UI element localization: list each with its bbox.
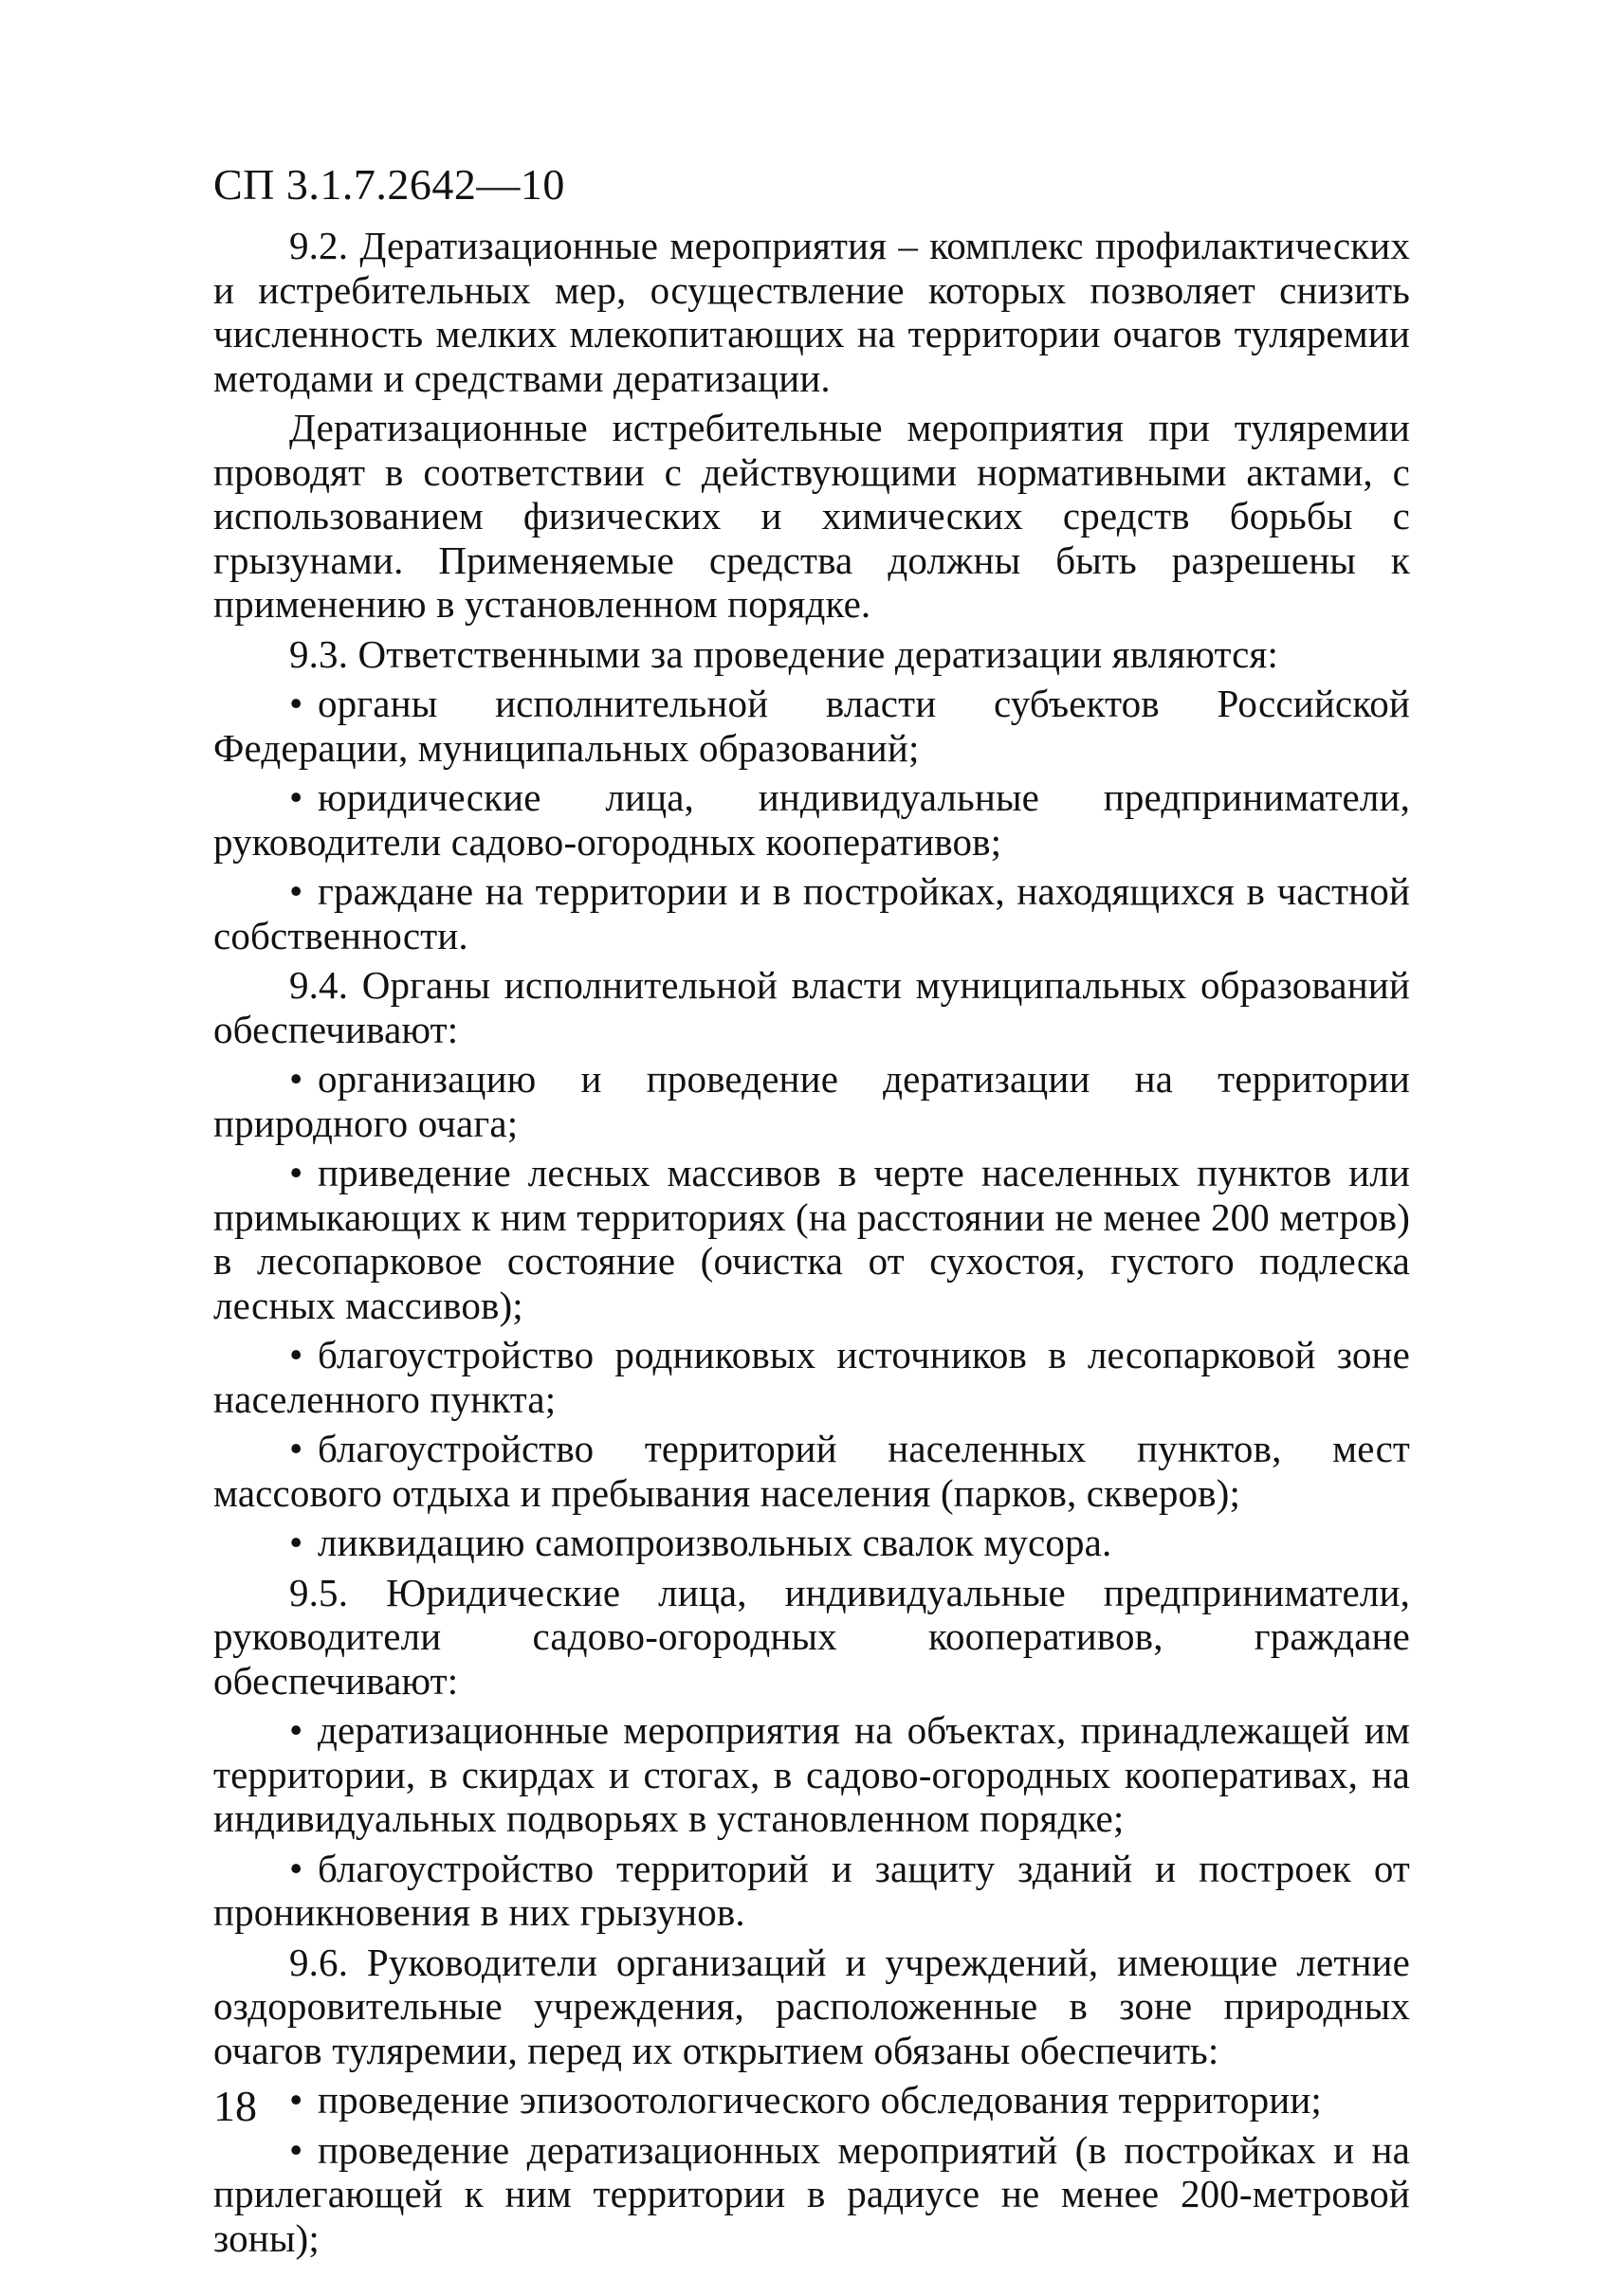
list-item (213, 869, 1410, 957)
list-item-text: благоустройство территорий и защиту зданий и построек от проникновения в них грызунов. (213, 1846, 1410, 1934)
list-item (213, 1708, 1410, 1841)
bullet-icon: • (289, 1427, 303, 1470)
list-item (213, 775, 1410, 864)
list-item (213, 682, 1410, 770)
paragraph-9-6: 9.6. Руководители организаций и учреждений, имеющие летние оздоровительные учреждения, расположенные в зоне природных очагов туляремии, перед их открытием обязаны обеспечить: (213, 1940, 1410, 2072)
bullet-icon: • (289, 1708, 303, 1752)
list-item (213, 1427, 1410, 1515)
bullet-icon: • (289, 682, 303, 725)
list-item (213, 1151, 1410, 1327)
bullet-icon: • (289, 2078, 303, 2122)
list-item-text: ликвидацию самопроизвольных свалок мусора. (318, 1521, 1112, 1564)
list-item-text: организацию и проведение дератизации на территории природного очага; (213, 1057, 1410, 1145)
list-item-text: граждане на территории и в постройках, находящихся в частной собственности. (213, 869, 1410, 957)
bullet-icon: • (289, 1151, 303, 1194)
bullet-icon: • (289, 1846, 303, 1890)
list-item-text: проведение эпизоотологического обследования территории; (318, 2078, 1322, 2122)
list-item (213, 1333, 1410, 1421)
bullet-icon: • (289, 1057, 303, 1101)
bullet-icon: • (289, 2127, 303, 2172)
list-item (213, 1057, 1410, 1145)
bullet-icon: • (289, 775, 303, 819)
paragraph-9-2-continued: Дератизационные истребительные мероприятия при туляремии проводят в соответствии с действующими нормативными актами, с использованием физических и химических средств борьбы с грызунами. Применяемые средства должны быть разрешены к применению в установленном порядке. (213, 406, 1410, 626)
list-item (213, 1847, 1410, 1935)
list-item-text: дератизационные мероприятия на объектах, принадлежащей им территории, в скирдах и стогах, в садово-огородных кооперативах, на индивидуальных подворьях в установленном порядке; (213, 1708, 1410, 1840)
list-item-text: органы исполнительной власти субъектов Российской Федерации, муниципальных образований; (213, 682, 1410, 770)
list-item (213, 2128, 1410, 2261)
document-code-header: СП 3.1.7.2642—10 (213, 160, 565, 209)
list-item-text: благоустройство территорий населенных пунктов, мест массового отдыха и пребывания населения (парков, скверов); (213, 1427, 1410, 1515)
bullet-icon: • (289, 1521, 303, 1564)
paragraph-9-2: 9.2. Дератизационные мероприятия – комплекс профилактических и истребительных мер, осуществление которых позволяет снизить численность мелких млекопитающих на территории очагов туляремии методами и средствами дератизации. (213, 224, 1410, 400)
paragraph-9-3: 9.3. Ответственными за проведение дератизации являются: (289, 631, 1278, 676)
list-item-text: проведение дератизационных мероприятий (в постройках и на прилегающей к ним территории в радиусе не менее 200-метровой зоны); (213, 2127, 1410, 2260)
bullet-icon: • (289, 869, 303, 913)
list-item-text: юридические лица, индивидуальные предприниматели, руководители садово-огородных кооперативов; (213, 775, 1410, 864)
paragraph-9-4: 9.4. Органы исполнительной власти муниципальных образований обеспечивают: (213, 963, 1410, 1051)
list-item (213, 1521, 1410, 1565)
page-number: 18 (213, 2082, 257, 2130)
list-item (213, 2078, 1410, 2123)
list-item-text: приведение лесных массивов в черте населенных пунктов или примыкающих к ним территориях (на расстоянии не менее 200 метров) в лесопарковое состояние (очистка от сухостоя, густого подлеска лесных массивов); (213, 1151, 1410, 1327)
document-page (213, 159, 1410, 2266)
list-item-text: благоустройство родниковых источников в лесопарковой зоне населенного пункта; (213, 1333, 1410, 1421)
bullet-icon: • (289, 1333, 303, 1376)
paragraph-9-5: 9.5. Юридические лица, индивидуальные предприниматели, руководители садово-огородных кооперативов, граждане обеспечивают: (213, 1570, 1410, 1703)
